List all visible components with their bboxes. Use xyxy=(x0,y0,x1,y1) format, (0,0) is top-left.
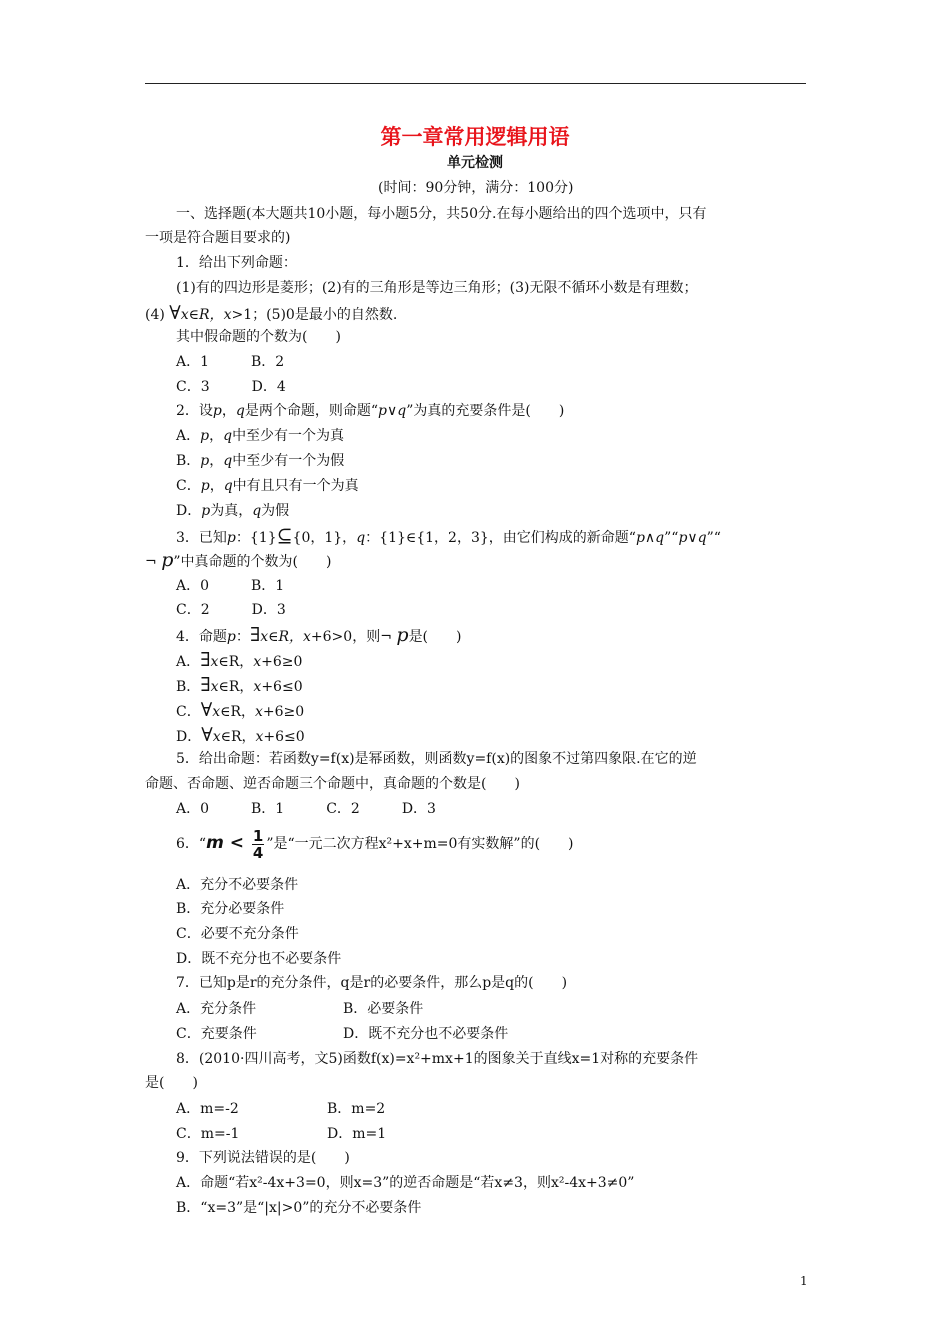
q8-option-c: C．m=-1 xyxy=(176,1126,240,1142)
q7-option-a: A．充分条件 xyxy=(176,1001,257,1017)
q6-option-b: B．充分必要条件 xyxy=(176,901,285,917)
q4-option-a: A．∃x∈R，x+6≥0 xyxy=(176,649,303,671)
q5-stem-line2: 命题、否命题、逆否命题三个命题中，真命题的个数是( ) xyxy=(145,776,520,792)
q7-option-d: D．既不充分也不必要条件 xyxy=(343,1026,509,1042)
q8-option-a: A．m=-2 xyxy=(176,1101,239,1117)
q7-option-b: B．必要条件 xyxy=(343,1001,424,1017)
q5-options: A．0 B．1 C．2 D．3 xyxy=(176,801,436,817)
q1-line2: (4) ∀x∈R，x>1；(5)0是最小的自然数. xyxy=(145,302,398,324)
q4-option-b: B．∃x∈R，x+6≤0 xyxy=(176,674,303,696)
q1-line3: 其中假命题的个数为( ) xyxy=(176,329,341,345)
section-intro-line1: 一、选择题(本大题共10小题，每小题5分，共50分.在每小题给出的四个选项中，只有 xyxy=(176,206,707,222)
q9-stem: 9．下列说法错误的是( ) xyxy=(176,1150,350,1166)
q1-stem: 1．给出下列命题： xyxy=(176,255,297,271)
forall-symbol: ∀ xyxy=(169,302,181,324)
q3-stem-line1: 3．已知p：{1}⊆{0，1}，q：{1}∈{1，2，3}，由它们构成的新命题“p∧q”“p∨q”“ xyxy=(176,525,721,547)
q4-option-c: C．∀x∈R，x+6≥0 xyxy=(176,699,305,721)
q2-option-b: B．p，q中至少有一个为假 xyxy=(176,453,345,469)
q7-option-c: C．充要条件 xyxy=(176,1026,257,1042)
q4-option-d: D．∀x∈R，x+6≤0 xyxy=(176,724,305,746)
q3-stem-line2: ¬ p”中真命题的个数为( ) xyxy=(145,549,332,571)
header-rule xyxy=(145,83,806,84)
q6-option-a: A．充分不必要条件 xyxy=(176,877,299,893)
subseteq-symbol: ⊆ xyxy=(276,525,293,547)
q1-line1: (1)有的四边形是菱形；(2)有的三角形是等边三角形；(3)无限不循环小数是有理数； xyxy=(176,280,698,296)
q3-options-ab: A．0 B．1 xyxy=(176,578,285,594)
time-info: (时间：90分钟，满分：100分) xyxy=(378,180,574,196)
page-number: 1 xyxy=(800,1274,808,1288)
q6-option-c: C．必要不充分条件 xyxy=(176,926,299,942)
q1-options-cd: C．3 D．4 xyxy=(176,379,286,395)
exists-symbol: ∃ xyxy=(249,624,261,646)
document-title: 第一章常用逻辑用语 xyxy=(380,125,570,149)
q9-option-a: A．命题“若x²-4x+3=0，则x=3”的逆否命题是“若x≠3，则x²-4x+3≠0” xyxy=(176,1175,635,1191)
q2-option-c: C．p，q中有且只有一个为真 xyxy=(176,478,359,494)
q8-stem-line1: 8．(2010·四川高考，文5)函数f(x)=x²+mx+1的图象关于直线x=1对称的充要条件 xyxy=(176,1051,699,1067)
q7-stem: 7．已知p是r的充分条件，q是r的必要条件，那么p是q的( ) xyxy=(176,975,568,991)
q8-stem-line2: 是( ) xyxy=(145,1075,198,1091)
q2-option-a: A．p，q中至少有一个为真 xyxy=(176,428,345,444)
fraction-one-quarter: $\frac{1}{4}$ xyxy=(252,826,264,862)
q2-stem: 2．设p，q是两个命题，则命题“p∨q”为真的充要条件是( ) xyxy=(176,403,565,419)
document-subtitle: 单元检测 xyxy=(447,155,503,171)
q6-stem: 6．“m < $\frac{1}{4}$ ”是“一元二次方程x²+x+m=0有实数解”的( ) xyxy=(176,826,574,862)
section-intro-line2: 一项是符合题目要求的) xyxy=(145,230,291,246)
q5-stem-line1: 5．给出命题：若函数y=f(x)是幂函数，则函数y=f(x)的图象不过第四象限.在它的逆 xyxy=(176,751,697,767)
q9-option-b: B．“x=3”是“|x|>0”的充分不必要条件 xyxy=(176,1200,422,1216)
q8-option-b: B．m=2 xyxy=(327,1101,386,1117)
q2-option-d: D．p为真，q为假 xyxy=(176,503,290,519)
q3-options-cd: C．2 D．3 xyxy=(176,602,286,618)
q8-option-d: D．m=1 xyxy=(327,1126,387,1142)
q1-options-ab: A．1 B．2 xyxy=(176,354,285,370)
q6-option-d: D．既不充分也不必要条件 xyxy=(176,951,342,967)
q4-stem: 4．命题p：∃x∈R，x+6>0，则¬ p是( ) xyxy=(176,624,462,646)
